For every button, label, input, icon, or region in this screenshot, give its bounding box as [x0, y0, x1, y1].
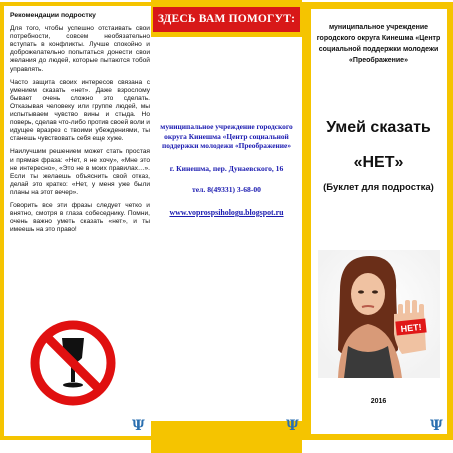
cover-title	[315, 117, 442, 173]
left-paragraph-1: Для того, чтобы успешно отстаивать свои потребности, совсем необязательно вступать в конфликты. Лучше спокойно и доброжелательно попытаться донести свои желания до людей, которые пытаются тобой управлять.	[10, 25, 150, 73]
middle-content-box	[151, 37, 302, 421]
left-border-left	[0, 2, 4, 440]
cover-year: 2016	[370, 398, 387, 405]
middle-phone: тел. 8(49331) 3-68-00	[192, 185, 261, 195]
left-paragraph-4: Говорить все эти фразы следует четко и внятно, смотря в глаза собеседнику. Помни, очень важно уметь сказать «нет», и ты имеешь на это право!	[10, 201, 150, 234]
middle-website-link[interactable]: www.voprospsihologu.blogspot.ru	[169, 207, 284, 217]
psi-icon: Ψ	[132, 418, 145, 434]
right-border-right	[447, 2, 453, 440]
psi-icon: Ψ	[430, 418, 443, 434]
left-heading: Рекомендации подростку	[10, 12, 96, 19]
cover-subtitle: (Буклет для подростка)	[323, 182, 434, 193]
psi-icon: Ψ	[286, 418, 299, 434]
right-border-bottom	[302, 434, 453, 440]
no-sign-text: НЕТ!	[400, 321, 423, 335]
cover-organization: муниципальное учреждение городского округа Кинешма «Центр социальной поддержки молодежи «Преображение»	[316, 24, 441, 64]
cover-title-line-1: Умей сказать	[326, 119, 431, 136]
no-alcohol-icon	[18, 318, 128, 408]
middle-address: г. Кинешма, пер. Дунаевского, 16	[169, 163, 284, 173]
cover-title-line-2: «НЕТ»	[353, 154, 404, 171]
left-text-column	[10, 12, 150, 239]
girl-saying-no-photo	[318, 250, 440, 378]
left-border-top	[0, 2, 151, 6]
right-border-top	[302, 2, 453, 9]
right-border-left	[302, 2, 311, 440]
middle-organization: муниципальное учреждение городского округа Кинешма «Центр социальной поддержки молодежи «Преображение»	[160, 122, 293, 151]
left-border-bottom	[0, 436, 151, 440]
left-paragraph-3: Наилучшим решением может стать простая и прямая фраза: «Нет, я не хочу», «Мне это не интересно», «Это не в моих правилах…». Если ты желаешь объяснить свой отказ, делай это кратко: «Нет, у меня уже были планы на этот вечер».	[10, 148, 150, 196]
help-header: ЗДЕСЬ ВАМ ПОМОГУТ:	[153, 7, 300, 32]
contact-block	[151, 122, 302, 218]
left-paragraph-2: Часто защита своих интересов связана с умением сказать «нет». Даже взрослому бывает очень сложно это сделать. Отказывая человеку или группе людей, мы испытываем чувство вины и стыда. Но поверь, сделав что-либо против своей воли и идущее вразрез с твоими убеждениями, ты станешь чувствовать себя еще хуже.	[10, 78, 150, 143]
left-panel	[0, 0, 151, 453]
